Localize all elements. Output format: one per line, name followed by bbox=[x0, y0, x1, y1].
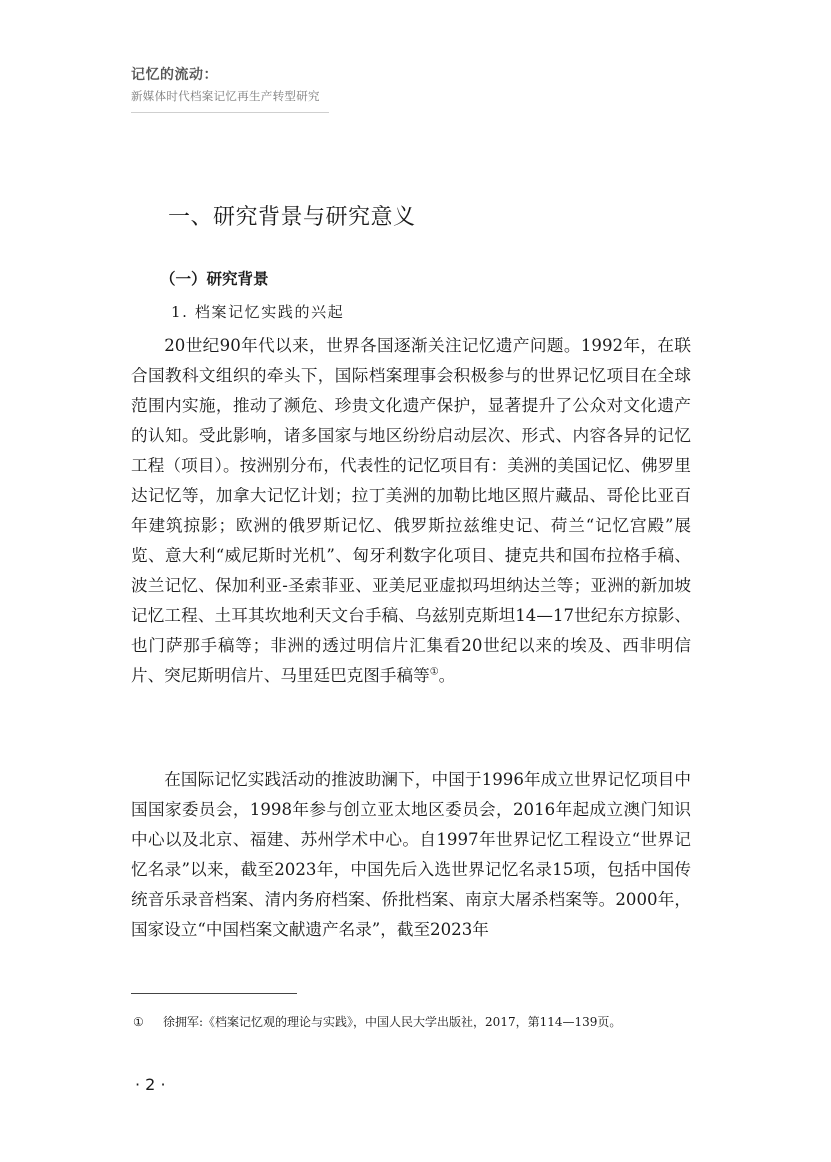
item-title: 1. 档案记忆实践的兴起 bbox=[171, 303, 345, 321]
paragraph-1-text: 20世纪90年代以来，世界各国逐渐关注记忆遗产问题。1992年，在联合国教科文组织的牵头下，国际档案理事会积极参与的世界记忆项目在全球范围内实施，推动了濒危、珍贵文化遗产保护，显著提升了公众对文化遗产的认知。受此影响，诸多国家与地区纷纷启动层次、形式、内容各异的记忆工程（项目）。按洲别分布，代表性的记忆项目有：美洲的美国记忆、佛罗里达记忆等，加拿大记忆计划；拉丁美洲的加勒比地区照片藏品、哥伦比亚百年建筑掠影；欧洲的俄罗斯记忆、俄罗斯拉兹维史记、荷兰“记忆宫殿”展览、意大利“威尼斯时光机”、匈牙利数字化项目、捷克共和国布拉格手稿、波兰记忆、保加利亚-圣索菲亚、亚美尼亚虚拟玛坦纳达兰等；亚洲的新加坡记忆工程、土耳其坎地利天文台手稿、乌兹别克斯坦14—17世纪东方掠影、也门萨那手稿等；非洲的透过明信片汇集看20世纪以来的埃及、西非明信片、突尼斯明信片、马里廷巴克图手稿等 bbox=[131, 336, 691, 685]
body-paragraph-2: 在国际记忆实践活动的推波助澜下，中国于1996年成立世界记忆项目中国国家委员会，1998年参与创立亚太地区委员会，2016年起成立澳门知识中心以及北京、福建、苏州学术中心。自1997年世界记忆工程设立“世界记忆名录”以来，截至2023年，中国先后入选世界记忆名录15项，包括中国传统音乐录音档案、清内务府档案、侨批档案、南京大屠杀档案等。2000年，国家设立“中国档案文献遗产名录”，截至2023年 bbox=[131, 770, 691, 939]
paragraph-1-end: 。 bbox=[438, 666, 456, 685]
running-head-subtitle: 新媒体时代档案记忆再生产转型研究 bbox=[131, 89, 320, 103]
running-head bbox=[131, 66, 331, 104]
footnote-text: 徐拥军:《档案记忆观的理论与实践》，中国人民大学出版社，2017，第114—139页。 bbox=[163, 1015, 622, 1029]
section-title: 一、研究背景与研究意义 bbox=[168, 205, 416, 230]
subsection-title: （一）研究背景 bbox=[160, 270, 269, 288]
body-paragraph-1 bbox=[131, 331, 691, 691]
page-number: · 2 · bbox=[135, 1075, 166, 1094]
running-head-divider bbox=[131, 112, 329, 113]
footnote-reference[interactable]: ① bbox=[429, 666, 439, 678]
footnote-divider bbox=[131, 993, 297, 994]
footnote bbox=[133, 1013, 621, 1031]
footnote-number: ① bbox=[133, 1015, 144, 1029]
running-head-title: 记忆的流动： bbox=[131, 67, 218, 83]
